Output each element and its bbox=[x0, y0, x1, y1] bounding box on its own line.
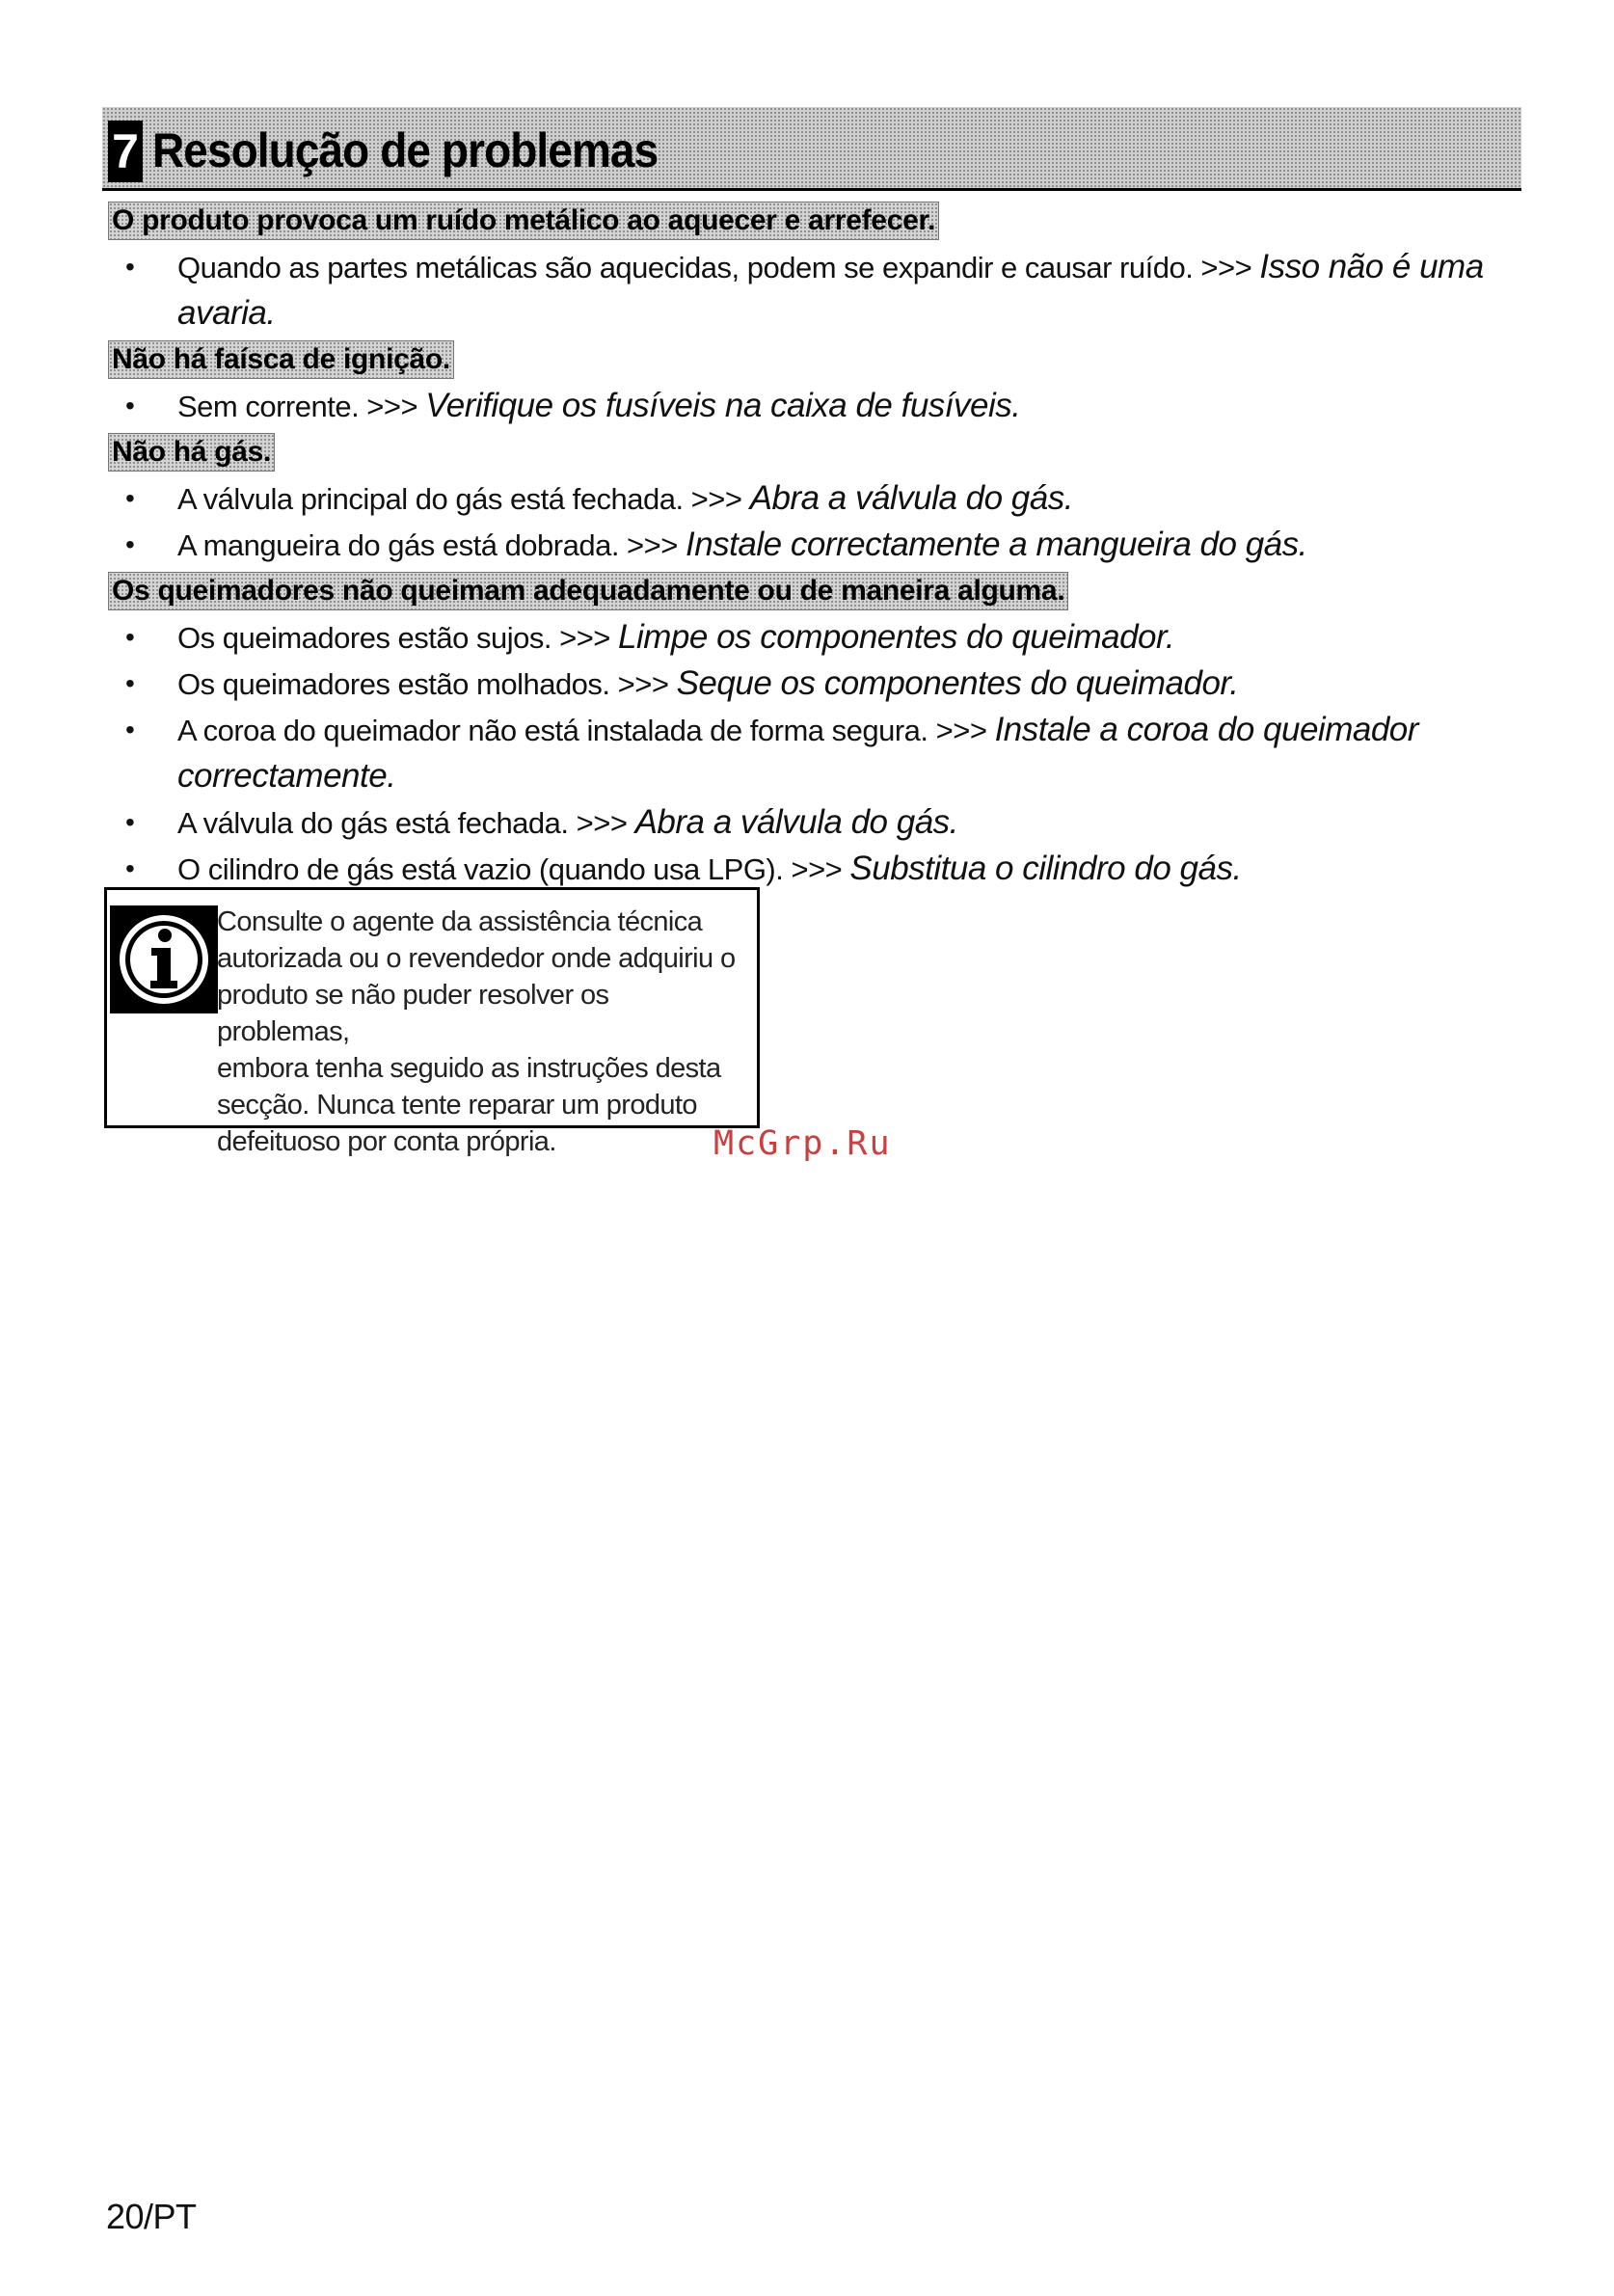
cause-text: Quando as partes metálicas são aquecidas, podem se expandir e causar ruído. >>> bbox=[177, 251, 1260, 284]
solution-text: Isso não é uma avaria. bbox=[177, 248, 1484, 332]
troubleshooting-content bbox=[108, 198, 1496, 892]
list-item bbox=[108, 799, 1496, 846]
solution-text: Limpe os componentes do queimador. bbox=[618, 618, 1175, 656]
cause-text: A válvula principal do gás está fechada. >>> bbox=[177, 482, 750, 516]
list-item bbox=[108, 522, 1496, 568]
list-item bbox=[108, 846, 1496, 892]
cause-text: A válvula do gás está fechada. >>> bbox=[177, 806, 635, 840]
cause-text: Os queimadores estão sujos. >>> bbox=[177, 621, 619, 655]
problem-block bbox=[108, 198, 1496, 337]
watermark: McGrp.Ru bbox=[713, 1124, 892, 1163]
bullet-icon: • bbox=[125, 715, 135, 744]
info-note-line: produto se não puder resolver os problemas, bbox=[217, 980, 609, 1047]
bullet-icon: • bbox=[125, 252, 135, 282]
bullet-icon: • bbox=[125, 807, 135, 837]
solution-text: Abra a válvula do gás. bbox=[749, 479, 1073, 517]
cause-text: A coroa do queimador não está instalada de forma segura. >>> bbox=[177, 714, 995, 747]
solution-text: Verifique os fusíveis na caixa de fusíveis. bbox=[425, 387, 1021, 424]
list-item bbox=[108, 661, 1496, 707]
solution-text: Seque os componentes do queimador. bbox=[676, 664, 1239, 702]
cause-text: O cilindro de gás está vazio (quando usa LPG). >>> bbox=[177, 852, 850, 886]
bullet-icon: • bbox=[125, 668, 135, 698]
list-item bbox=[108, 244, 1496, 337]
info-note-line: embora tenha seguido as instruções desta bbox=[217, 1053, 721, 1084]
list-item bbox=[108, 475, 1496, 522]
cause-text: Os queimadores estão molhados. >>> bbox=[177, 667, 677, 701]
cause-text: A mangueira do gás está dobrada. >>> bbox=[177, 528, 686, 562]
bullet-icon: • bbox=[125, 391, 135, 420]
solution-text: Abra a válvula do gás. bbox=[634, 803, 958, 841]
chapter-title: Resolução de problemas bbox=[152, 123, 659, 177]
bullet-icon: • bbox=[125, 529, 135, 559]
info-note-line: autorizada ou o revendedor onde adquiriu o bbox=[217, 943, 736, 974]
problem-block bbox=[108, 568, 1496, 892]
info-note-text bbox=[217, 904, 745, 1160]
chapter-number: 7 bbox=[108, 121, 143, 182]
info-note-line: defeituoso por conta própria. bbox=[217, 1126, 556, 1157]
bullet-icon: • bbox=[125, 483, 135, 513]
problem-heading: Não há faísca de ignição. bbox=[108, 340, 454, 379]
problem-heading: Os queimadores não queimam adequadamente ou de maneira alguma. bbox=[108, 572, 1068, 610]
info-note-line: Consulte o agente da assistência técnica bbox=[217, 906, 703, 937]
problem-heading: O produto provoca um ruído metálico ao aquecer e arrefecer. bbox=[108, 202, 939, 240]
solution-text: Substitua o cilindro do gás. bbox=[849, 850, 1242, 887]
bullet-icon: • bbox=[125, 853, 135, 883]
solution-text: Instale a coroa do queimador correctamente. bbox=[177, 711, 1418, 795]
solution-text: Instale correctamente a mangueira do gás. bbox=[685, 526, 1307, 563]
problem-block bbox=[108, 429, 1496, 568]
list-item bbox=[108, 707, 1496, 799]
cause-text: Sem corrente. >>> bbox=[177, 390, 426, 423]
problem-block bbox=[108, 337, 1496, 429]
info-note-line: secção. Nunca tente reparar um produto bbox=[217, 1090, 697, 1121]
section-header bbox=[102, 107, 1521, 191]
page-number: 20/PT bbox=[106, 2197, 197, 2236]
bullet-icon: • bbox=[125, 622, 135, 652]
info-note-box bbox=[104, 887, 760, 1157]
list-item bbox=[108, 383, 1496, 429]
list-item bbox=[108, 614, 1496, 661]
info-icon bbox=[110, 905, 218, 1013]
problem-heading: Não há gás. bbox=[108, 433, 275, 472]
